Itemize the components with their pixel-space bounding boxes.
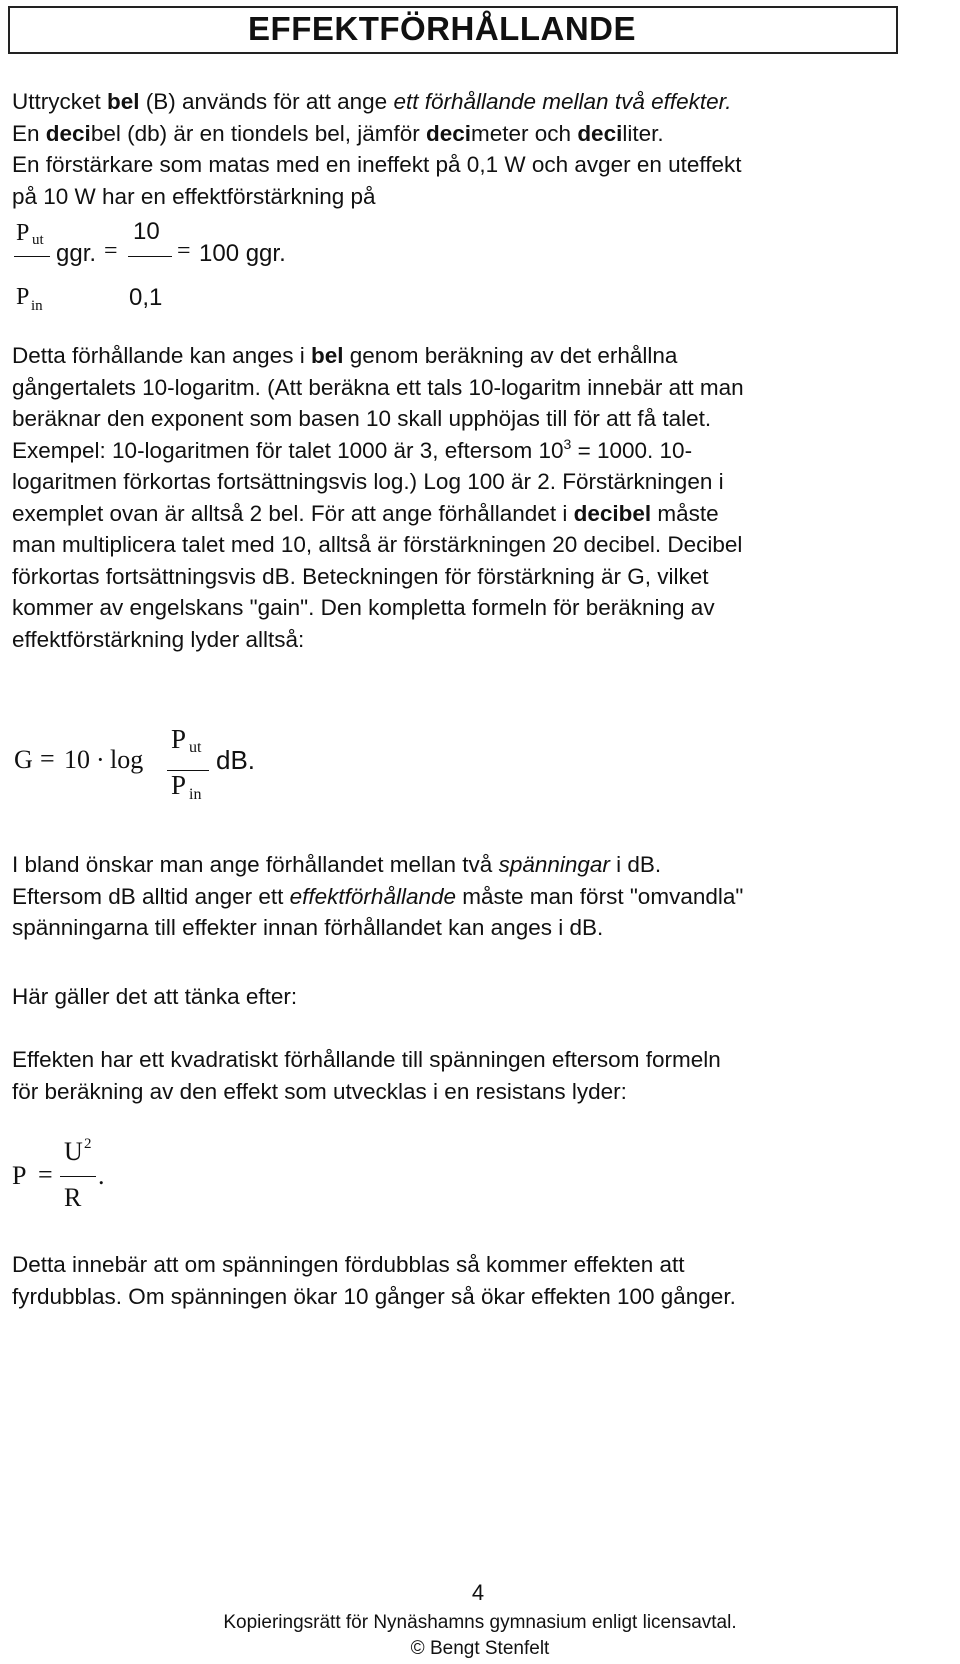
equals-sign: =: [38, 1160, 53, 1189]
multiply-dot: ·: [96, 745, 105, 774]
g-symbol: G: [14, 745, 33, 774]
think-paragraph: [12, 981, 912, 1013]
bel-explanation-paragraph: [12, 340, 912, 655]
intro-paragraph: [12, 86, 912, 212]
unit-db: dB.: [216, 745, 256, 775]
p-symbol: P: [171, 770, 187, 800]
para2-line-7: man multiplicera talet med 10, alltså är förstärkningen 20 decibel. Decibel: [12, 532, 743, 557]
page-number: 4: [471, 1580, 485, 1605]
period: .: [98, 1161, 105, 1190]
p-symbol: P: [16, 284, 30, 310]
para2-line-6: exemplet ovan är alltså 2 bel. För att ange förhållandet i decibel måste: [12, 500, 719, 526]
subscript-in: in: [189, 786, 202, 803]
para2-line-3: beräknar den exponent som basen 10 skall upphöjas till för att få talet.: [12, 406, 712, 431]
subscript-ut: ut: [32, 232, 44, 248]
para6-line-1: Detta innebär att om spänningen fördubblas så kommer effekten att: [12, 1252, 685, 1277]
intro-line-2: En decibel (db) är en tiondels bel, jämför decimeter och deciliter.: [12, 120, 664, 146]
intro-line-1: Uttrycket bel (B) används för att ange ett förhållande mellan två effekter.: [12, 89, 732, 114]
equals-sign: =: [40, 744, 55, 773]
u-symbol: U: [64, 1137, 83, 1166]
intro-line-4: på 10 W har en effektförstärkning på: [12, 183, 376, 209]
para2-line-1: Detta förhållande kan anges i bel genom beräkning av det erhållna: [12, 343, 678, 368]
para2-line-5: logaritmen förkortas fortsättningsvis log.) Log 100 är 2. Förstärkningen i: [12, 469, 724, 494]
para2-line-10: effektförstärkning lyder alltså:: [12, 626, 305, 652]
para5-line-1: Effekten har ett kvadratiskt förhållande till spänningen eftersom formeln: [12, 1047, 721, 1072]
p-symbol: P: [12, 1161, 27, 1190]
author-credit: © Bengt Stenfelt: [410, 1638, 550, 1659]
numerator-10: 10: [133, 218, 160, 245]
para3-line-1: I bland önskar man ange förhållandet mellan två spänningar i dB.: [12, 852, 662, 877]
para4-line: Här gäller det att tänka efter:: [12, 984, 298, 1009]
subscript-in: in: [31, 298, 43, 314]
denominator-0-1: 0,1: [129, 284, 163, 311]
factor-10: 10: [64, 745, 90, 774]
result-100-ggr: 100 ggr.: [199, 240, 286, 267]
power-formula-intro: [12, 1044, 912, 1107]
para3-line-3: spänningarna till effekter innan förhållandet kan anges i dB.: [12, 915, 604, 940]
para2-line-4: Exempel: 10-logaritmen för talet 1000 är 3, eftersom $10^3 = 1000$. 10-: [12, 435, 693, 463]
r-symbol: R: [64, 1183, 82, 1212]
copyright-notice: Kopieringsrätt för Nynäshamns gymnasium enligt licensavtal.: [223, 1612, 737, 1633]
conclusion-paragraph: [12, 1249, 912, 1312]
ggr-label: ggr.: [56, 240, 97, 267]
equals-sign: =: [177, 238, 191, 264]
title-box: [8, 6, 898, 54]
log-label: log: [110, 745, 144, 774]
para2-line-2: gångertalets 10-logaritm. (Att beräkna ett tals 10-logaritm innebär att man: [12, 374, 744, 400]
p-symbol: P: [171, 724, 187, 754]
subscript-ut: ut: [189, 739, 202, 756]
para3-line-2: Eftersom dB alltid anger ett effektförhållande måste man först "omvandla": [12, 883, 744, 909]
intro-line-3: En förstärkare som matas med en ineffekt på 0,1 W och avger en uteffekt: [12, 152, 742, 177]
para5-line-2: för beräkning av den effekt som utvecklas i en resistans lyder:: [12, 1078, 627, 1104]
para2-line-9: kommer av engelskans "gain". Den kompletta formeln för beräkning av: [12, 595, 715, 620]
fraction-bar: [128, 256, 172, 257]
page-title: EFFEKTFÖRHÅLLANDE: [248, 10, 636, 47]
para2-line-8: förkortas fortsättningsvis dB. Beteckningen för förstärkning är G, vilket: [12, 563, 709, 589]
fraction-bar: [14, 256, 50, 257]
exponent-2: 2: [84, 1136, 92, 1152]
p-symbol: P: [16, 220, 30, 246]
equals-sign: =: [104, 238, 118, 264]
para6-line-2: fyrdubblas. Om spänningen ökar 10 gånger så ökar effekten 100 gånger.: [12, 1283, 736, 1309]
fraction-bar: [60, 1176, 96, 1177]
voltage-paragraph: [12, 849, 912, 944]
